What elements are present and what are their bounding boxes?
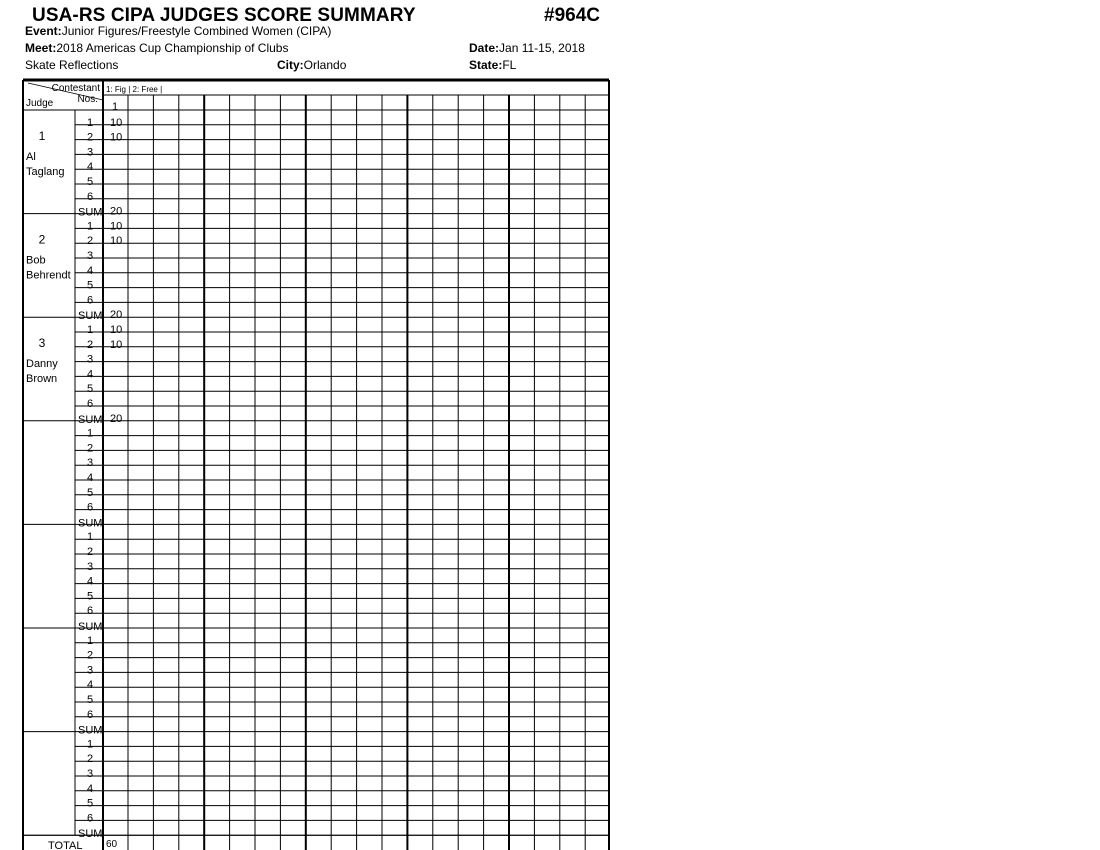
meet-value: 2018 Americas Cup Championship of Clubs xyxy=(56,41,289,55)
event-value: Junior Figures/Freestyle Combined Women (CIPA) xyxy=(61,24,332,38)
row-label: 3 xyxy=(86,146,94,159)
judge-last-name: Taglang xyxy=(26,166,65,178)
score-cell: 10 xyxy=(110,235,123,248)
row-label: 4 xyxy=(86,264,94,277)
row-label: 5 xyxy=(86,590,94,603)
row-label: 3 xyxy=(86,664,94,677)
row-label: 3 xyxy=(86,457,94,470)
row-label: 4 xyxy=(86,575,94,588)
row-label: 1 xyxy=(86,220,94,233)
total-label: TOTAL xyxy=(48,840,83,850)
row-label: 5 xyxy=(86,279,94,292)
row-label: 1 xyxy=(86,531,94,544)
row-label: 3 xyxy=(86,353,94,366)
score-cell: 10 xyxy=(110,131,123,144)
row-label: 2 xyxy=(86,131,94,144)
row-label: 6 xyxy=(86,812,94,825)
row-label: 6 xyxy=(86,398,94,410)
state-value: FL xyxy=(502,58,517,72)
score-cell: 10 xyxy=(110,338,123,351)
sheet-code: #964C xyxy=(544,5,600,26)
row-label: 4 xyxy=(86,368,94,381)
row-label: 3 xyxy=(86,560,94,573)
score-cell: 10 xyxy=(110,220,123,233)
row-label: 4 xyxy=(86,472,94,484)
city-label: City: xyxy=(277,58,304,72)
row-label: 4 xyxy=(86,679,94,692)
city-value: Orlando xyxy=(303,58,347,72)
meet-label: Meet: xyxy=(25,41,57,55)
corner-nos-label: Nos. xyxy=(77,94,98,105)
row-label-sum: SUM xyxy=(78,828,103,841)
judge-first-name: Danny xyxy=(26,358,58,371)
judge-last-name: Brown xyxy=(26,373,58,386)
row-label: 1 xyxy=(86,738,94,751)
row-label: 2 xyxy=(86,649,94,662)
judge-first-name: Al xyxy=(26,151,36,163)
row-label: 4 xyxy=(86,161,94,174)
row-label: 3 xyxy=(86,250,94,262)
row-label: 6 xyxy=(86,501,94,514)
event-label: Event: xyxy=(25,24,62,38)
sum-score: 20 xyxy=(110,309,123,322)
contestant-number: 1 xyxy=(111,101,119,113)
judge-number: 3 xyxy=(38,336,46,351)
row-label: 2 xyxy=(86,546,94,558)
judge-number: 1 xyxy=(38,129,46,143)
row-label-sum: SUM xyxy=(78,517,103,530)
date-label: Date: xyxy=(469,41,500,55)
row-label: 2 xyxy=(86,753,94,766)
date-value: Jan 11-15, 2018 xyxy=(499,41,585,55)
score-legend: 1: Fig | 2: Free | xyxy=(106,85,163,94)
row-label: 5 xyxy=(86,383,94,396)
sum-score: 20 xyxy=(110,412,123,425)
judge-last-name: Behrendt xyxy=(26,269,71,282)
row-label: 2 xyxy=(86,235,94,248)
row-label: 2 xyxy=(86,338,94,351)
sum-score: 20 xyxy=(110,205,123,218)
row-label: 5 xyxy=(86,486,94,499)
row-label: 6 xyxy=(86,708,94,721)
row-label: 2 xyxy=(86,442,94,455)
row-label: 5 xyxy=(86,176,94,188)
row-label-sum: SUM xyxy=(78,621,103,633)
row-label: 1 xyxy=(86,427,94,440)
row-label: 6 xyxy=(86,605,94,618)
score-cell: 10 xyxy=(110,324,123,336)
row-label-sum: SUM xyxy=(78,724,103,737)
state-label: State: xyxy=(469,58,503,72)
row-label: 5 xyxy=(86,797,94,810)
corner-contestant-label: Contestant xyxy=(51,83,100,94)
club-name: Skate Reflections xyxy=(25,58,119,72)
row-label: 6 xyxy=(86,294,94,307)
score-cell: 10 xyxy=(110,116,123,129)
row-label-sum: SUM xyxy=(78,310,103,323)
row-label-sum: SUM xyxy=(78,413,103,426)
row-label: 1 xyxy=(86,116,94,129)
judge-first-name: Bob xyxy=(26,254,46,267)
total-value: 60 xyxy=(106,839,118,850)
row-label: 1 xyxy=(86,324,94,336)
row-label-sum: SUM xyxy=(78,206,103,219)
row-label: 6 xyxy=(86,190,94,203)
row-label: 5 xyxy=(86,694,94,706)
row-label: 1 xyxy=(86,634,94,647)
row-label: 3 xyxy=(86,768,94,780)
row-label: 4 xyxy=(86,782,94,795)
sheet-title: USA-RS CIPA JUDGES SCORE SUMMARY xyxy=(32,5,416,26)
judge-number: 2 xyxy=(38,232,46,247)
corner-judge-label: Judge xyxy=(26,98,54,109)
